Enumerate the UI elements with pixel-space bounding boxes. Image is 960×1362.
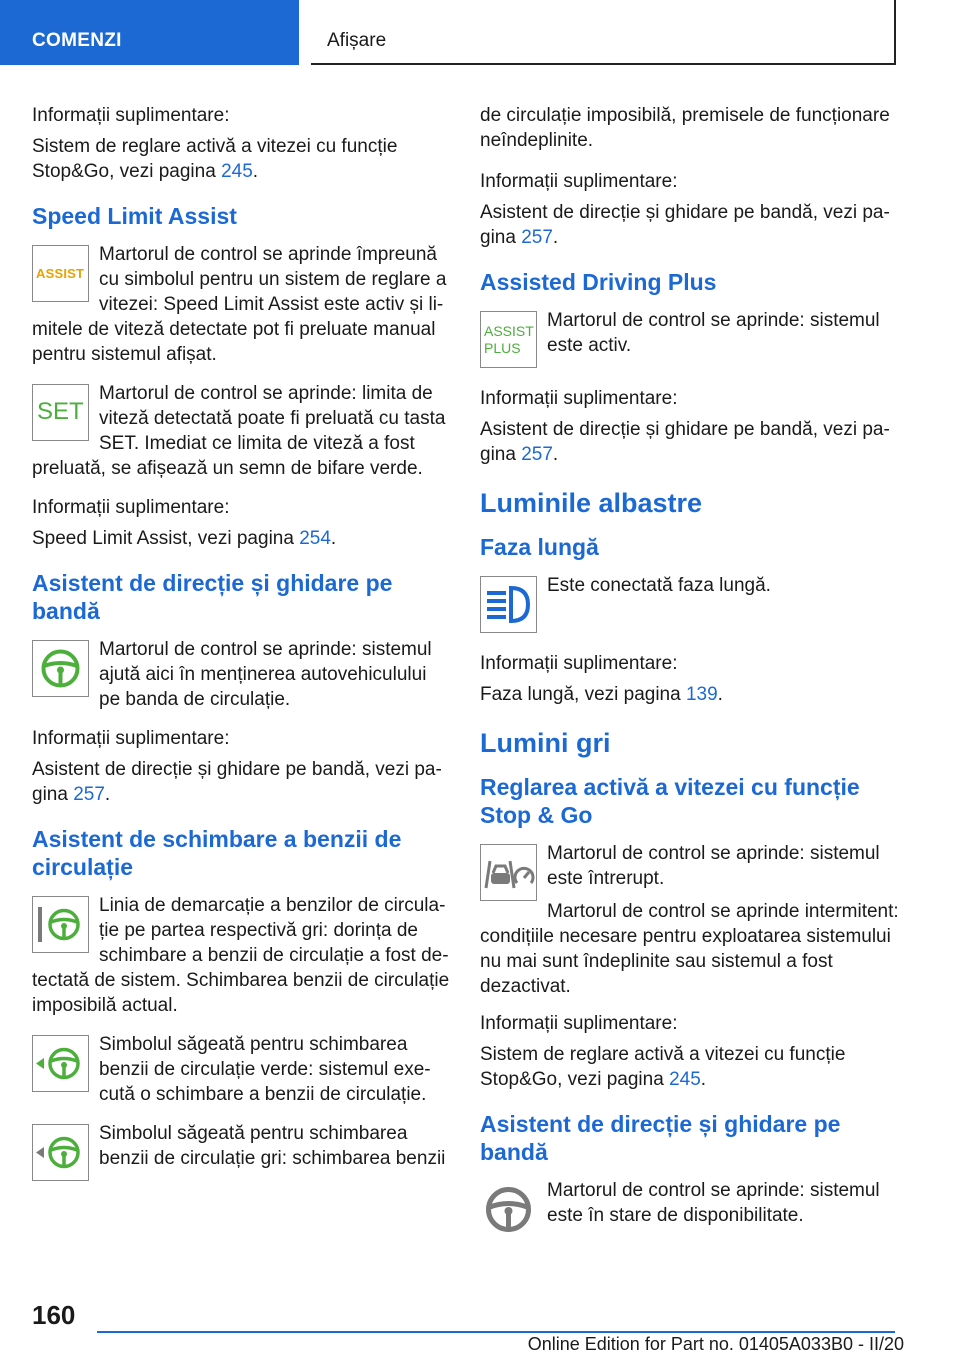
set-indicator-icon: SET bbox=[32, 384, 89, 441]
steering-wheel-grey-icon bbox=[480, 1181, 537, 1238]
heading-grey-lights: Lumini gri bbox=[480, 728, 611, 758]
lane-change-arrow-green-icon bbox=[32, 1035, 89, 1092]
assisted-driving-plus-text: Martorul de control se aprinde: sistemul este activ. bbox=[547, 310, 880, 356]
info-text: Sistem de reglare activă a vitezei cu funcție Stop&Go, vezi pagina 245. bbox=[480, 1044, 846, 1090]
lane-assist-standby-text: Martorul de control se aprinde: sistemul este în stare de disponibilitate. bbox=[547, 1180, 880, 1226]
lane-assist-standby-block bbox=[480, 1178, 900, 1242]
high-beam-icon bbox=[480, 576, 537, 633]
lane-change-arrow-grey-icon bbox=[32, 1124, 89, 1181]
info-text: Asistent de direcție și ghidare pe bandă, vezi pagina 257. bbox=[32, 759, 442, 805]
steering-wheel-green-icon bbox=[32, 640, 89, 697]
heading-speed-limit-assist: Speed Limit Assist bbox=[32, 203, 237, 229]
info-label: Informații suplimentare: bbox=[480, 388, 678, 409]
heading-lane-assist: Asistent de direcție și ghidare pe bandă bbox=[32, 570, 393, 624]
cruise-control-interrupted-icon bbox=[480, 844, 537, 901]
speed-limit-text: Martorul de control se aprinde împreună cu simbolul pentru un sistem de reglare a vitezei: Speed Limit Assist este activ și limitele de viteză detectate pot fi preluate manual pentru sistemul afișat. bbox=[32, 244, 447, 365]
info-text: Faza lungă, vezi pagina 139. bbox=[480, 684, 723, 705]
acc-text-1: Martorul de control se aprinde: sistemul este întrerupt. bbox=[547, 843, 880, 889]
lane-change-block-3 bbox=[32, 1121, 452, 1185]
assist-indicator-icon: ASSIST bbox=[32, 245, 89, 302]
assisted-driving-plus-block bbox=[480, 308, 900, 372]
continued-text: de circulație imposibilă, premisele de funcționare neîndeplinite. bbox=[480, 105, 890, 151]
high-beam-text: Este conectată faza lungă. bbox=[547, 575, 771, 596]
heading-assisted-driving-plus: Assisted Driving Plus bbox=[480, 269, 717, 295]
heading-lane-change: Asistent de schimbare a benzii de circulație bbox=[32, 826, 402, 880]
lane-change-text-3: Simbolul săgeată pentru schimbarea benzii de circulație gri: schimbarea benzii bbox=[99, 1123, 446, 1169]
heading-blue-lights: Luminile albastre bbox=[480, 488, 703, 518]
lane-change-block-1 bbox=[32, 893, 452, 1018]
info-text: Asistent de direcție și ghidare pe bandă, vezi pagina 257. bbox=[480, 419, 890, 465]
acc-text-2: Martorul de control se aprinde intermitent: condițiile necesare pentru exploatarea sistemului nu mai sunt îndeplinite sau sistemul a fost dezactivat. bbox=[480, 901, 899, 997]
page-link[interactable]: 254 bbox=[299, 528, 331, 549]
lane-assist-text: Martorul de control se aprinde: sistemul ajută aici în menținerea autovehiculului pe banda de circulație. bbox=[99, 639, 432, 710]
assist-plus-indicator-icon: ASSIST PLUS bbox=[480, 311, 537, 368]
footer-divider bbox=[97, 1331, 895, 1333]
info-label: Informații suplimentare: bbox=[32, 497, 230, 518]
lane-change-block-2 bbox=[32, 1032, 452, 1107]
info-text: Sistem de reglare activă a vitezei cu funcție Stop&Go, vezi pagina 245. bbox=[32, 136, 398, 182]
acc-block bbox=[480, 841, 900, 999]
lane-line-grey-icon bbox=[32, 896, 89, 953]
lane-assist-block bbox=[32, 637, 452, 712]
page-number: 160 bbox=[32, 1300, 76, 1330]
info-label: Informații suplimentare: bbox=[480, 1013, 678, 1034]
page-link[interactable]: 139 bbox=[685, 684, 718, 705]
right-column bbox=[480, 103, 900, 1256]
page-header bbox=[311, 0, 896, 65]
info-label: Informații suplimentare: bbox=[32, 728, 230, 749]
info-text: Speed Limit Assist, vezi pagina 254. bbox=[32, 528, 337, 549]
lane-change-text-2: Simbolul săgeată pentru schimbarea benzii de circulație verde: sistemul execută o schimbare a benzii de circulație. bbox=[99, 1034, 431, 1105]
set-text: Martorul de control se aprinde: limita de viteză detectată poate fi preluată cu tasta SET. Imediat ce limita de viteză a fost preluată, se afișează un semn de bifare verde. bbox=[32, 383, 446, 479]
section-title: COMENZI bbox=[32, 30, 122, 51]
set-block bbox=[32, 381, 452, 481]
info-text: Asistent de direcție și ghidare pe bandă, vezi pagina 257. bbox=[480, 202, 890, 248]
high-beam-block bbox=[480, 573, 900, 637]
heading-high-beam: Faza lungă bbox=[480, 534, 599, 560]
page-title: Afișare bbox=[327, 30, 387, 51]
heading-active-cruise-control: Reglarea activă a vitezei cu funcție Stop & Go bbox=[480, 774, 860, 828]
info-label: Informații suplimentare: bbox=[480, 653, 678, 674]
page-link[interactable]: 257 bbox=[73, 784, 105, 805]
info-label: Informații suplimentare: bbox=[32, 105, 230, 126]
page-link[interactable]: 245 bbox=[221, 161, 253, 182]
heading-lane-assist-standby: Asistent de direcție și ghidare pe bandă bbox=[480, 1111, 841, 1165]
info-label: Informații suplimentare: bbox=[480, 171, 678, 192]
speed-limit-assist-block bbox=[32, 242, 452, 367]
left-column bbox=[32, 103, 452, 1199]
lane-change-text-1: Linia de demarcație a benzilor de circulație pe partea respectivă gri: dorința de schimbare a benzii de circulație a fost detectată de sistem. Schimbarea benzii de circulație imposibilă actual. bbox=[32, 895, 450, 1016]
page-link[interactable]: 257 bbox=[521, 227, 553, 248]
section-tab bbox=[0, 0, 299, 65]
footer-edition: Online Edition for Part no. 01405A033B0 - II/20 bbox=[527, 1334, 904, 1354]
page-link[interactable]: 257 bbox=[521, 444, 553, 465]
page-link[interactable]: 245 bbox=[669, 1069, 701, 1090]
